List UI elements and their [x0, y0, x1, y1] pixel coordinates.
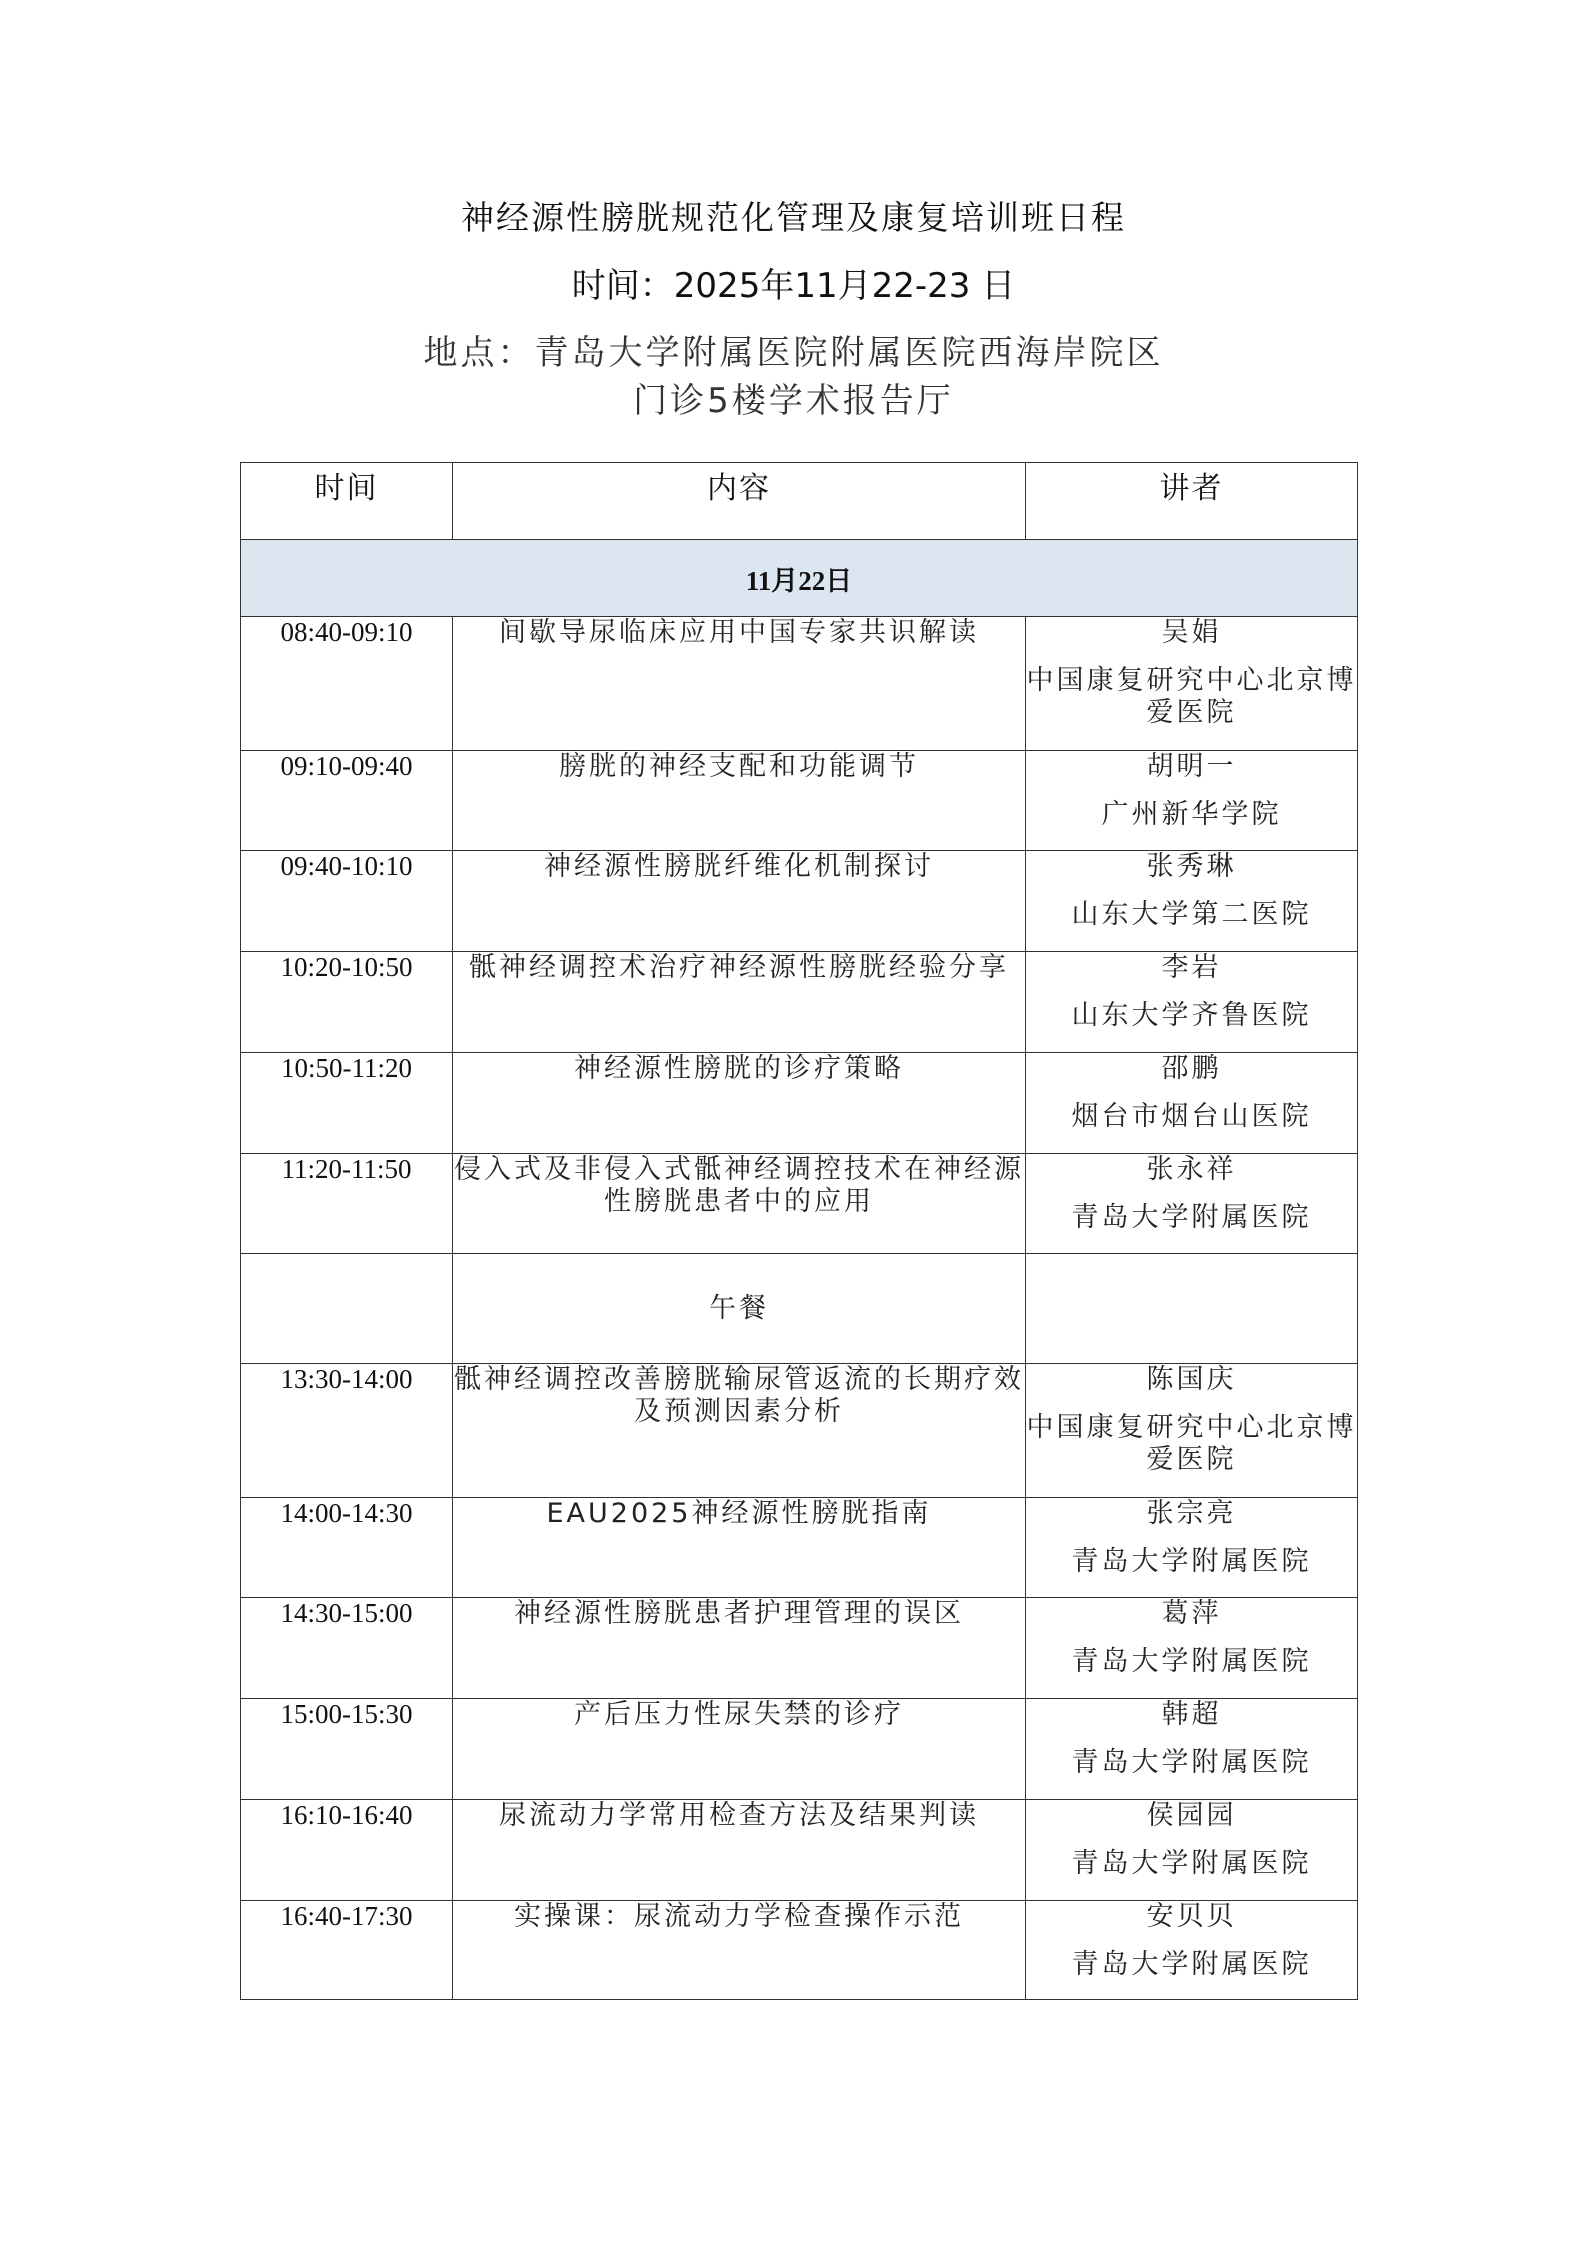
table-row: [241, 1800, 1358, 1901]
session-topic: 实操课：尿流动力学检查操作示范: [453, 1901, 1026, 2000]
schedule-table: [240, 462, 1358, 2000]
speaker-name: 邵鹏: [1161, 1053, 1222, 1084]
table-row: [241, 1364, 1358, 1498]
session-time: 14:30-15:00: [241, 1598, 453, 1699]
speaker-affiliation: 中国康复研究中心北京博爱医院: [1026, 665, 1357, 728]
speaker-affiliation: 青岛大学附属医院: [1071, 1546, 1312, 1577]
table-row: [241, 851, 1358, 952]
session-topic: 神经源性膀胱的诊疗策略: [453, 1053, 1026, 1154]
session-topic: 午餐: [453, 1254, 1026, 1364]
session-time: 16:40-17:30: [241, 1901, 453, 2000]
table-row: [241, 1154, 1358, 1254]
session-time: 10:50-11:20: [241, 1053, 453, 1154]
column-header-time: 时间: [241, 463, 453, 540]
session-topic: 骶神经调控改善膀胱输尿管返流的长期疗效及预测因素分析: [453, 1364, 1026, 1498]
speaker-name: 李岩: [1161, 952, 1222, 983]
speaker-affiliation: 烟台市烟台山医院: [1071, 1101, 1312, 1132]
session-speaker: [1026, 1598, 1358, 1699]
event-time: 时间：2025年11月22-23 日: [571, 266, 1016, 306]
session-speaker: [1026, 1154, 1358, 1254]
speaker-affiliation: 山东大学第二医院: [1071, 899, 1312, 930]
session-time: 15:00-15:30: [241, 1699, 453, 1800]
event-venue-room: 门诊5楼学术报告厅: [633, 381, 954, 421]
session-speaker: [1026, 1254, 1358, 1364]
speaker-name: 陈国庆: [1146, 1364, 1237, 1395]
column-header-speaker: 讲者: [1026, 463, 1358, 540]
speaker-name: 葛萍: [1161, 1598, 1222, 1629]
session-topic: 产后压力性尿失禁的诊疗: [453, 1699, 1026, 1800]
table-row: [241, 617, 1358, 751]
session-speaker: [1026, 1699, 1358, 1800]
column-header-content: 内容: [453, 463, 1026, 540]
speaker-name: 安贝贝: [1146, 1901, 1237, 1932]
session-time: 13:30-14:00: [241, 1364, 453, 1498]
session-speaker: [1026, 751, 1358, 851]
speaker-name: 张秀琳: [1146, 851, 1237, 882]
session-time: 09:40-10:10: [241, 851, 453, 952]
speaker-affiliation: 青岛大学附属医院: [1071, 1848, 1312, 1879]
session-time: 09:10-09:40: [241, 751, 453, 851]
speaker-affiliation: 青岛大学附属医院: [1071, 1747, 1312, 1778]
session-time: 14:00-14:30: [241, 1498, 453, 1598]
session-topic: 侵入式及非侵入式骶神经调控技术在神经源性膀胱患者中的应用: [453, 1154, 1026, 1254]
table-row: [241, 1053, 1358, 1154]
session-time: 11:20-11:50: [241, 1154, 453, 1254]
speaker-name: 吴娟: [1161, 617, 1222, 648]
table-row: [241, 1498, 1358, 1598]
session-topic: 间歇导尿临床应用中国专家共识解读: [453, 617, 1026, 751]
table-row: [241, 952, 1358, 1053]
table-header-row: [241, 463, 1358, 540]
session-time: 16:10-16:40: [241, 1800, 453, 1901]
speaker-affiliation: 广州新华学院: [1101, 799, 1282, 830]
day-label: 11月22日: [241, 540, 1358, 617]
speaker-name: 张永祥: [1146, 1154, 1237, 1185]
session-speaker: [1026, 1364, 1358, 1498]
session-speaker: [1026, 1498, 1358, 1598]
table-row: [241, 1598, 1358, 1699]
table-row: [241, 1254, 1358, 1364]
speaker-affiliation: 青岛大学附属医院: [1071, 1646, 1312, 1677]
event-venue: 地点：青岛大学附属医院附属医院西海岸院区: [423, 333, 1164, 373]
session-speaker: [1026, 1053, 1358, 1154]
session-topic: 神经源性膀胱患者护理管理的误区: [453, 1598, 1026, 1699]
speaker-name: 张宗亮: [1146, 1498, 1237, 1529]
session-topic: 神经源性膀胱纤维化机制探讨: [453, 851, 1026, 952]
session-speaker: [1026, 1800, 1358, 1901]
speaker-name: 胡明一: [1146, 751, 1237, 782]
speaker-name: 侯园园: [1146, 1800, 1237, 1831]
session-topic: 骶神经调控术治疗神经源性膀胱经验分享: [453, 952, 1026, 1053]
table-row: [241, 751, 1358, 851]
session-time: 10:20-10:50: [241, 952, 453, 1053]
session-time: 08:40-09:10: [241, 617, 453, 751]
session-speaker: [1026, 1901, 1358, 2000]
session-speaker: [1026, 851, 1358, 952]
day-row: [241, 540, 1358, 617]
table-row: [241, 1699, 1358, 1800]
session-speaker: [1026, 617, 1358, 751]
session-time: [241, 1254, 453, 1364]
session-topic: EAU2025神经源性膀胱指南: [453, 1498, 1026, 1598]
speaker-affiliation: 青岛大学附属医院: [1071, 1949, 1312, 1980]
table-row: [241, 1901, 1358, 2000]
page-title: 神经源性膀胱规范化管理及康复培训班日程: [461, 198, 1126, 237]
speaker-name: 韩超: [1161, 1699, 1222, 1730]
session-topic: 尿流动力学常用检查方法及结果判读: [453, 1800, 1026, 1901]
speaker-affiliation: 青岛大学附属医院: [1071, 1202, 1312, 1233]
speaker-affiliation: 中国康复研究中心北京博爱医院: [1026, 1412, 1357, 1475]
session-topic: 膀胱的神经支配和功能调节: [453, 751, 1026, 851]
speaker-affiliation: 山东大学齐鲁医院: [1071, 1000, 1312, 1031]
session-speaker: [1026, 952, 1358, 1053]
